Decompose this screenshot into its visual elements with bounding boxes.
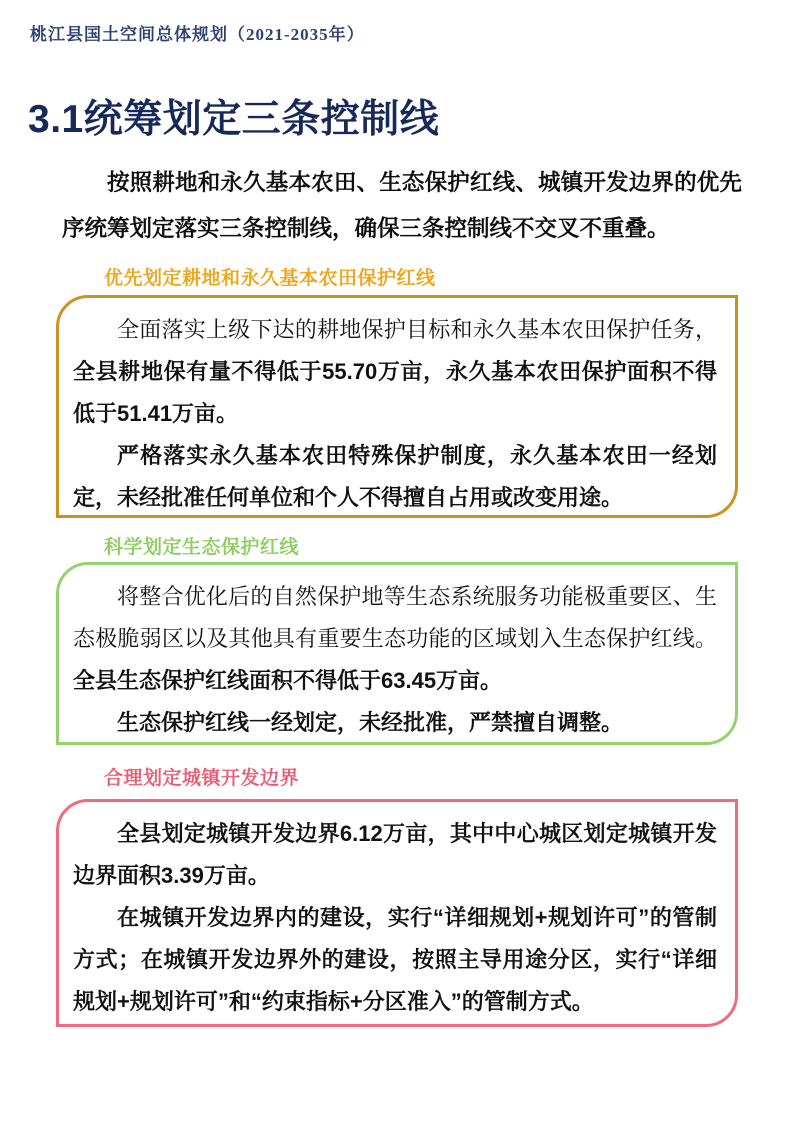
farmland-body-regular: 全面落实上级下达的耕地保护目标和永久基本农田保护任务， xyxy=(117,317,717,342)
ecological-body-bold: 全县生态保护红线面积不得低于63.45万亩。 xyxy=(73,668,503,693)
section-label-ecological: 科学划定生态保护红线 xyxy=(104,537,300,558)
ecological-body-regular: 将整合优化后的自然保护地等生态系统服务功能极重要区、生态极脆弱区以及其他具有重要生态功能的区域划入生态保护红线。 xyxy=(73,584,717,651)
section-label-farmland: 优先划定耕地和永久基本农田保护红线 xyxy=(104,268,436,289)
ecological-highlight-paragraph: 生态保护红线一经划定，未经批准，严禁擅自调整。 xyxy=(117,710,624,735)
farmland-highlight-paragraph: 严格落实永久基本农田特殊保护制度，永久基本农田一经划定，未经批准任何单位和个人不得擅自占用或改变用途。 xyxy=(73,443,717,510)
ecological-body-paragraph xyxy=(73,576,717,702)
section-label-urban: 合理划定城镇开发边界 xyxy=(104,768,300,789)
section-box-urban xyxy=(56,799,738,1027)
section-box-ecological xyxy=(56,562,738,745)
section-box-farmland xyxy=(56,295,738,518)
farmland-body-bold: 全县耕地保有量不得低于55.70万亩，永久基本农田保护面积不得低于51.41万亩。 xyxy=(73,359,717,426)
document-header: 桃江县国土空间总体规划（2021-2035年） xyxy=(30,25,365,44)
farmland-body-paragraph xyxy=(73,309,717,435)
page-title: 3.1统筹划定三条控制线 xyxy=(28,98,440,142)
intro-paragraph: 按照耕地和永久基本农田、生态保护红线、城镇开发边界的优先序统筹划定落实三条控制线，确保三条控制线不交叉不重叠。 xyxy=(62,170,742,241)
urban-body-paragraph: 全县划定城镇开发边界6.12万亩，其中中心城区划定城镇开发边界面积3.39万亩。 xyxy=(73,821,717,888)
urban-highlight-paragraph: 在城镇开发边界内的建设，实行“详细规划+规划许可”的管制方式；在城镇开发边界外的建设，按照主导用途分区，实行“详细规划+规划许可”和“约束指标+分区准入”的管制方式。 xyxy=(73,905,717,1014)
